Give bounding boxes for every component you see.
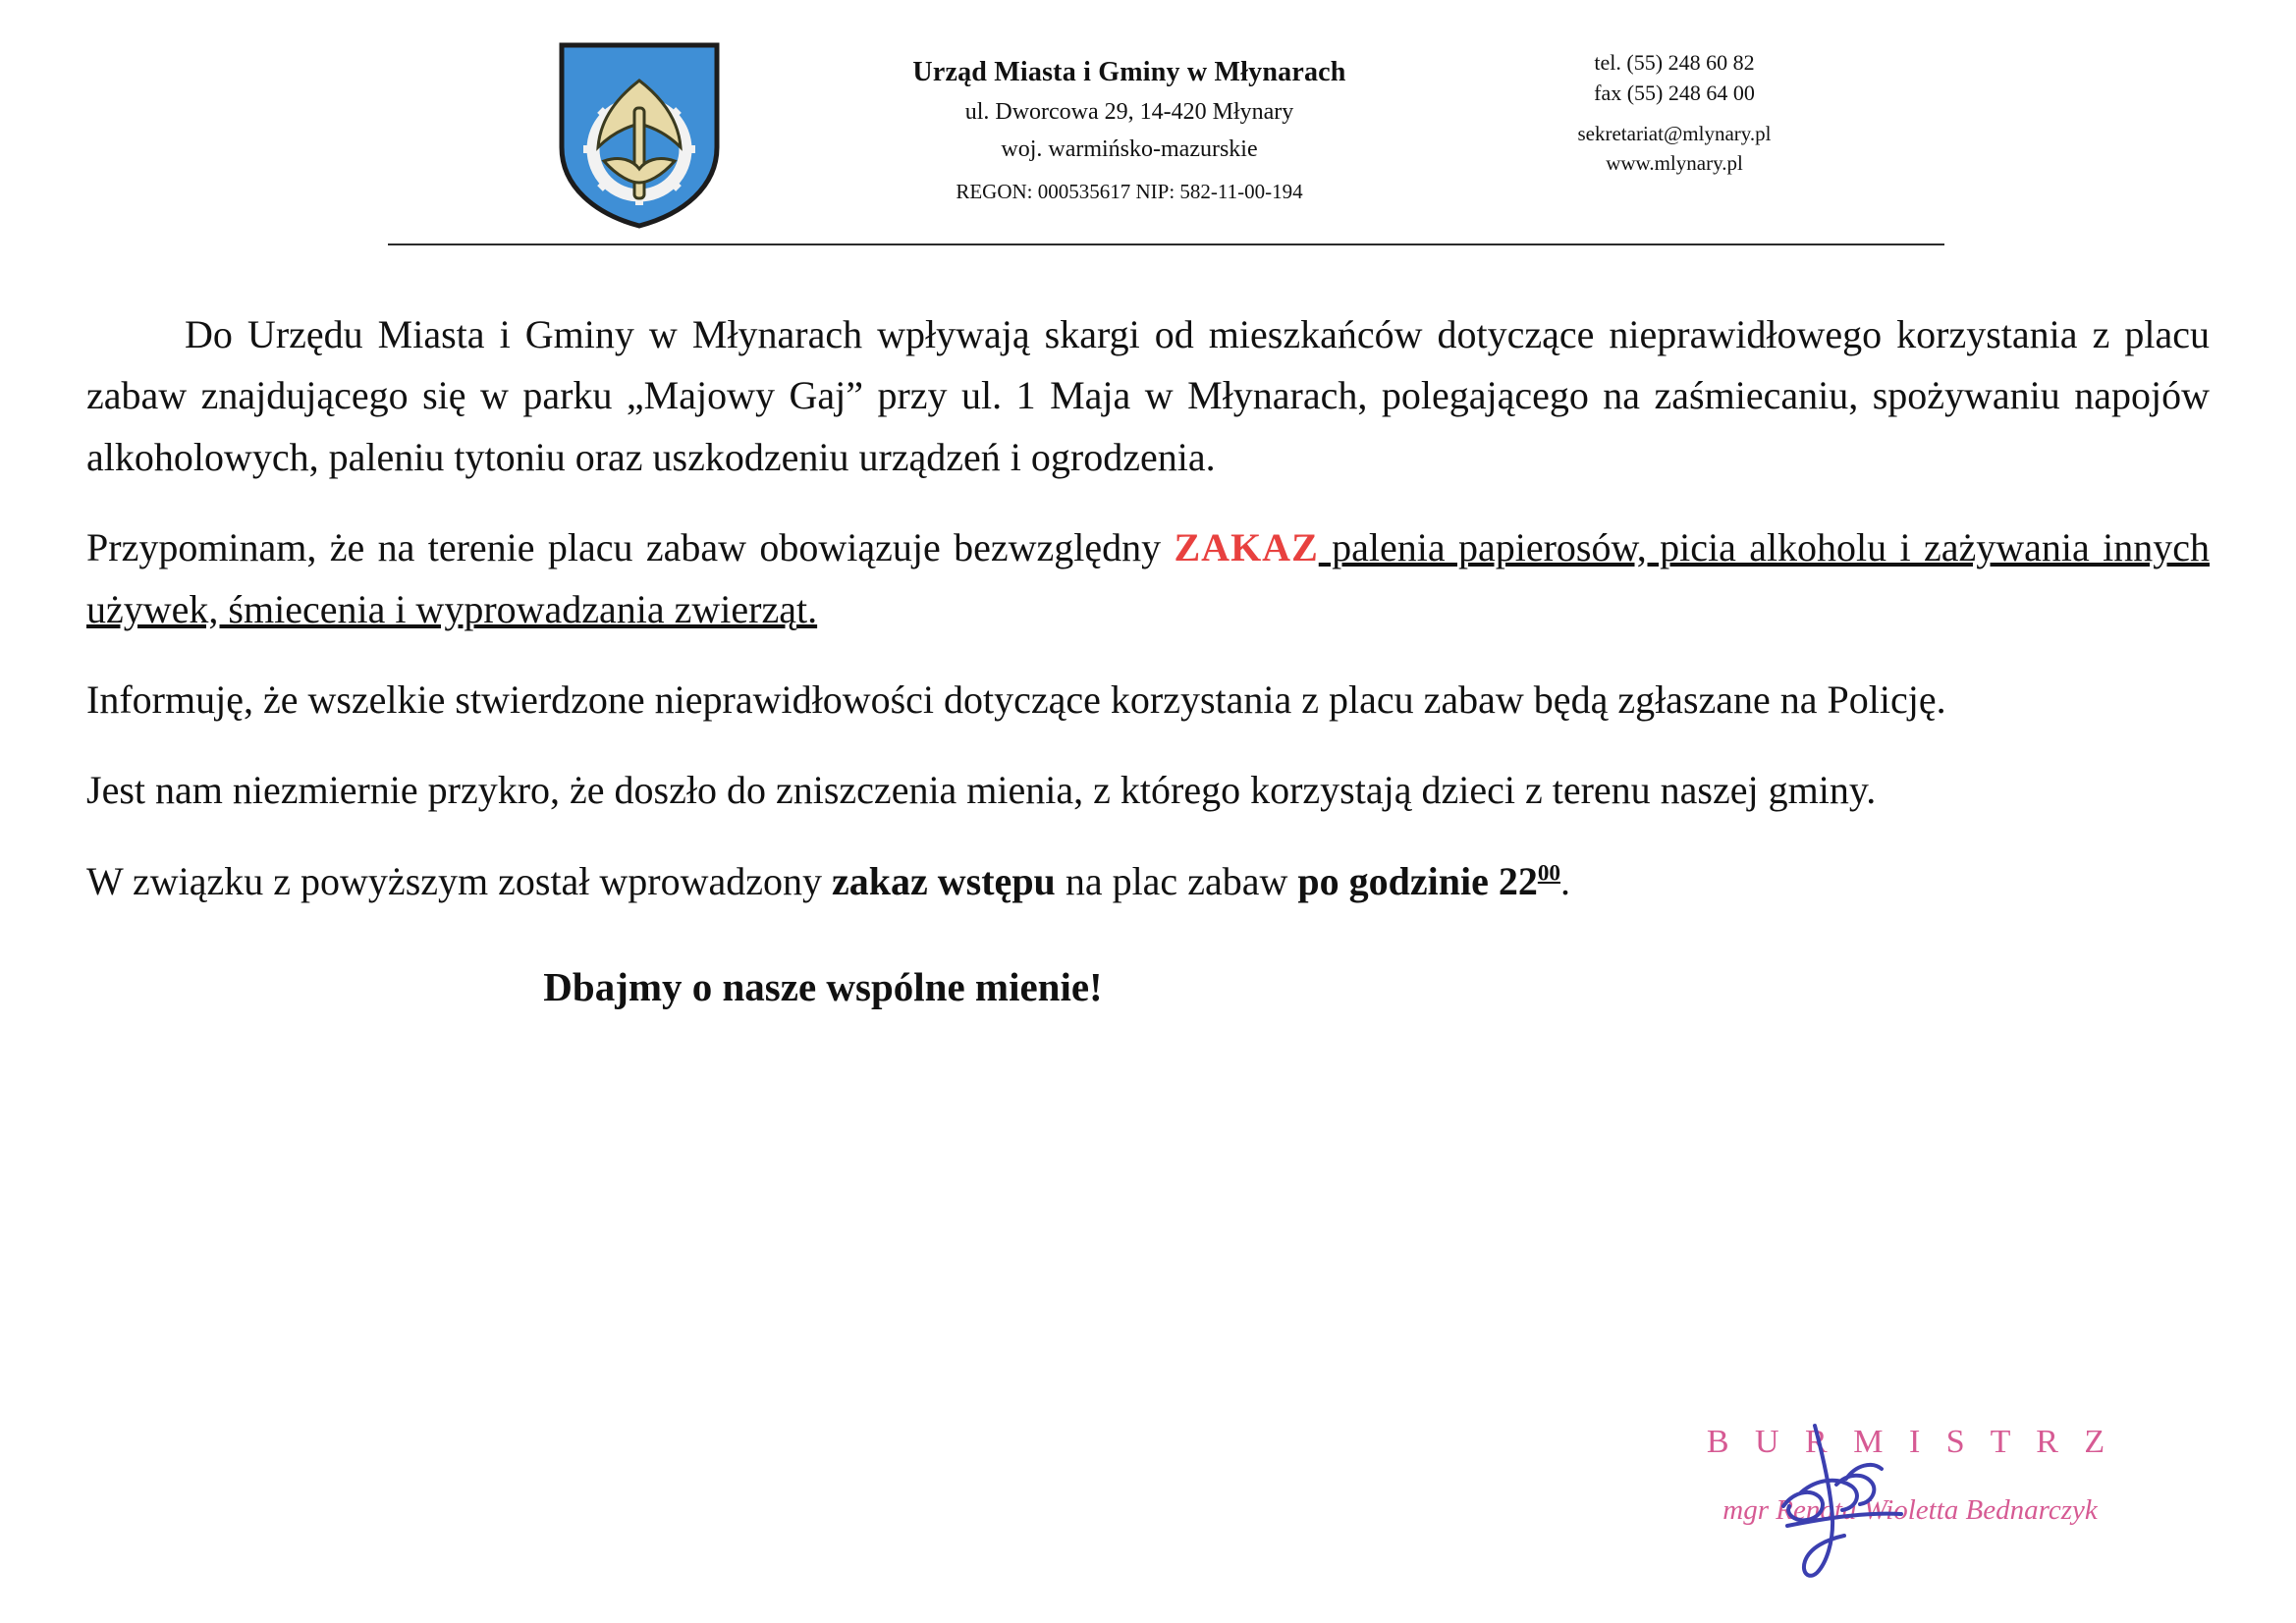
prohibition-keyword: ZAKAZ <box>1174 525 1319 570</box>
organization-name: Urząd Miasta i Gminy w Młynarach <box>912 57 1346 87</box>
paragraph-complaints: Do Urzędu Miasta i Gminy w Młynarach wpływają skargi od mieszkańców dotyczące nieprawidłowego korzystania z placu zabaw znajdującego się w parku „Majowy Gaj” przy ul. 1 Maja w Młynarach, polegającego na zaśmiecaniu, spożywaniu napojów alkoholowych, paleniu tytoniu oraz uszkodzeniu urządzeń i ogrodzenia. <box>86 312 2210 479</box>
contact-fax: fax (55) 248 64 00 <box>1594 81 1755 106</box>
curfew-time-minutes: 00 <box>1537 860 1561 887</box>
signature-block <box>1645 1424 2175 1527</box>
signature-name: mgr Renata Wioletta Bednarczyk <box>1722 1494 2098 1526</box>
paragraph-curfew <box>86 851 2210 912</box>
letterhead <box>0 0 2296 250</box>
curfew-ban: zakaz wstępu <box>832 858 1056 903</box>
organization-region: woj. warmińsko-mazurskie <box>1001 136 1258 162</box>
curfew-lead: W związku z powyższym został wprowadzony <box>86 858 833 903</box>
organization-ids: REGON: 000535617 NIP: 582-11-00-194 <box>956 180 1303 203</box>
signature-title: B U R M I S T R Z <box>1706 1424 2114 1460</box>
coat-of-arms-icon <box>556 39 723 231</box>
curfew-time: po godzinie 22 <box>1297 858 1538 903</box>
document-body <box>86 304 2210 1010</box>
paragraph-prohibition <box>86 517 2210 640</box>
contact-website: www.mlynary.pl <box>1606 151 1743 176</box>
organization-address: ul. Dworcowa 29, 14-420 Młynary <box>964 99 1294 125</box>
prohibition-list: palenia papierosów, picia alkoholu i zażywania innych używek, śmiecenia i wyprowadzania zwierząt. <box>86 525 2210 631</box>
contact-email: sekretariat@mlynary.pl <box>1577 122 1772 146</box>
paragraph-police: Informuję, że wszelkie stwierdzone nieprawidłowości dotyczące korzystania z placu zabaw będą zgłaszane na Policję. <box>86 676 1946 722</box>
curfew-mid: na plac zabaw <box>1055 858 1298 903</box>
contact-spacer <box>1463 108 1886 120</box>
closing-slogan: Dbajmy o nasze wspólne mienie! <box>543 964 1103 1010</box>
contact-tel: tel. (55) 248 60 82 <box>1594 50 1755 75</box>
curfew-period: . <box>1560 858 1571 903</box>
prohibition-lead: Przypominam, że na terenie placu zabaw obowiązuje bezwzględny <box>86 525 1175 570</box>
paragraph-regret: Jest nam niezmiernie przykro, że doszło do zniszczenia mienia, z którego korzystają dzieci z terenu naszej gminy. <box>86 768 1877 813</box>
header-divider <box>388 243 1944 245</box>
organization-block <box>786 57 1473 204</box>
contact-block <box>1463 47 1886 179</box>
